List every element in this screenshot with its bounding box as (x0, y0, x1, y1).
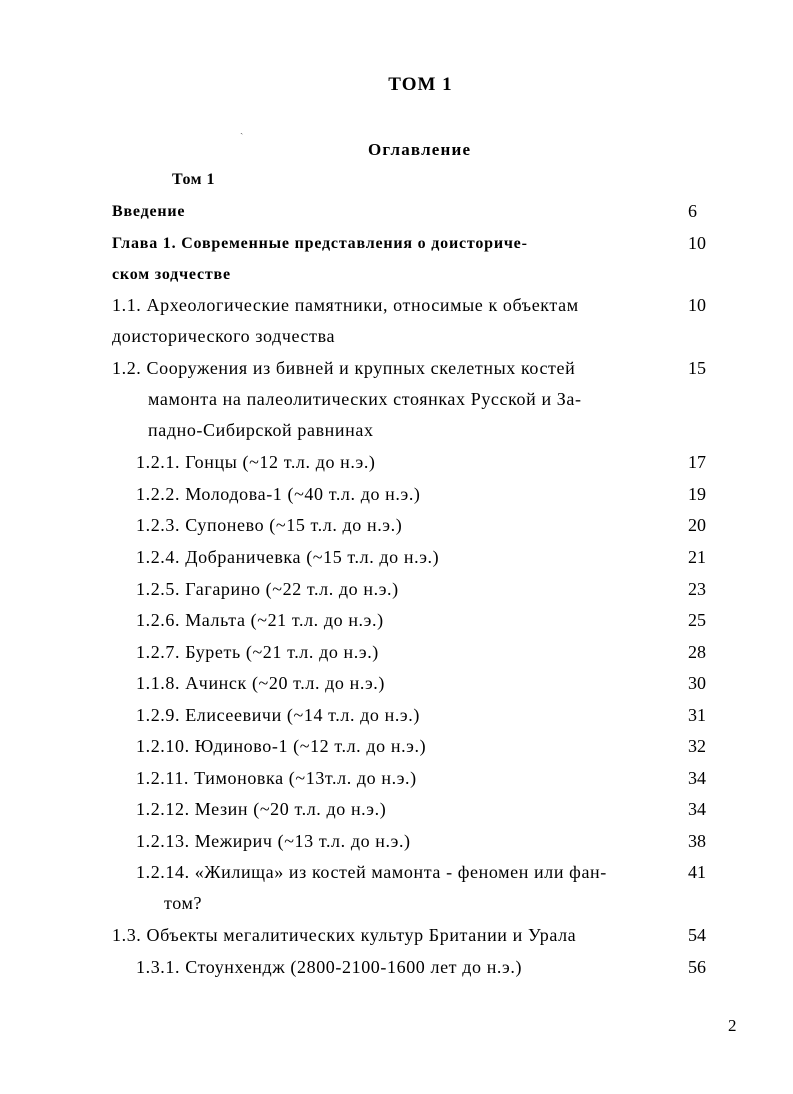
volume-label: Том 1 (172, 171, 216, 188)
toc-entry-1-3[interactable] (112, 920, 672, 951)
toc-page-number: 17 (688, 452, 706, 472)
toc-page-number: 54 (688, 925, 706, 945)
toc-page-number: 31 (688, 705, 706, 725)
scan-speck: ˏ (240, 124, 244, 135)
toc-entry-1-3-1[interactable] (136, 952, 676, 983)
toc-entry-1-1[interactable] (112, 290, 672, 352)
toc-entry-1-1-8[interactable] (136, 668, 676, 699)
toc-entry-text: доисторического зодчества (112, 326, 336, 346)
toc-entry-1-2-11[interactable] (136, 763, 676, 794)
toc-entry-text: 1.2.9. Елисеевичи (~14 т.л. до н.э.) (136, 705, 420, 725)
toc-page-number: 23 (688, 579, 706, 599)
toc-entry-chapter-1[interactable] (112, 228, 672, 290)
toc-entry-text: 1.1.8. Ачинск (~20 т.л. до н.э.) (136, 673, 385, 693)
toc-page-number: 28 (688, 642, 706, 662)
toc-page-number: 56 (688, 957, 706, 977)
toc-entry-1-2-3[interactable] (136, 510, 676, 541)
toc-entry-text: ском зодчестве (112, 266, 231, 283)
toc-page-number: 6 (688, 201, 697, 221)
toc-entry-text: 1.2.13. Межирич (~13 т.л. до н.э.) (136, 831, 411, 851)
toc-entry-text: 1.3. Объекты мегалитических культур Британии и Урала (112, 925, 577, 945)
toc-entry-text: мамонта на палеолитических стоянках Русской и За- (148, 389, 582, 409)
toc-entry-text: том? (164, 893, 203, 913)
toc-page-number: 10 (688, 295, 706, 315)
toc-entry-text: 1.2.10. Юдиново-1 (~12 т.л. до н.э.) (136, 736, 427, 756)
toc-entry-1-2-7[interactable] (136, 637, 676, 668)
toc-entry-text: 1.2.7. Буреть (~21 т.л. до н.э.) (136, 642, 379, 662)
toc-entry-text: 1.2.3. Супонево (~15 т.л. до н.э.) (136, 515, 403, 535)
toc-entry-1-2-6[interactable] (136, 605, 676, 636)
toc-entry-introduction[interactable] (112, 196, 672, 227)
toc-page-number: 30 (688, 673, 706, 693)
toc-page-number: 34 (688, 768, 706, 788)
toc-entry-text: 1.2.2. Молодова-1 (~40 т.л. до н.э.) (136, 484, 421, 504)
toc-entry-text: 1.2.1. Гонцы (~12 т.л. до н.э.) (136, 452, 376, 472)
toc-page-number: 34 (688, 799, 706, 819)
toc-entry-1-2-13[interactable] (136, 826, 676, 857)
toc-entry-text: падно-Сибирской равнинах (148, 420, 374, 440)
toc-entry-1-2[interactable] (112, 353, 672, 446)
toc-entry-text: Глава 1. Современные представления о доисториче- (112, 235, 528, 252)
toc-page-number: 21 (688, 547, 706, 567)
toc-entry-1-2-4[interactable] (136, 542, 676, 573)
toc-entry-text: 1.2.5. Гагарино (~22 т.л. до н.э.) (136, 579, 399, 599)
toc-page-number: 15 (688, 358, 706, 378)
toc-page-number: 38 (688, 831, 706, 851)
contents-heading: Оглавление (368, 140, 472, 159)
toc-page-number: 41 (688, 862, 706, 882)
toc-entry-text: 1.2.12. Мезин (~20 т.л. до н.э.) (136, 799, 387, 819)
toc-entry-text: Введение (112, 203, 186, 220)
toc-entry-1-2-10[interactable] (136, 731, 676, 762)
toc-entry-text: 1.2.11. Тимоновка (~13т.л. до н.э.) (136, 768, 417, 788)
toc-entry-text: 1.1. Археологические памятники, относимые к объектам (112, 295, 579, 315)
toc-entry-1-2-12[interactable] (136, 794, 676, 825)
toc-entry-1-2-2[interactable] (136, 479, 676, 510)
toc-page-number: 20 (688, 515, 706, 535)
toc-entry-text: 1.2.4. Добраничевка (~15 т.л. до н.э.) (136, 547, 440, 567)
toc-page-number: 10 (688, 233, 706, 253)
toc-entry-1-2-1[interactable] (136, 447, 676, 478)
toc-entry-1-2-9[interactable] (136, 700, 676, 731)
toc-page-number: 19 (688, 484, 706, 504)
toc-entry-text: 1.2.14. «Жилища» из костей мамонта - феномен или фан- (136, 862, 607, 882)
toc-entry-text: 1.2. Сооружения из бивней и крупных скелетных костей (112, 358, 576, 378)
toc-entry-1-2-5[interactable] (136, 574, 676, 605)
volume-title: ТОМ 1 (388, 74, 453, 95)
toc-page-number: 25 (688, 610, 706, 630)
folio-page-number: 2 (728, 1016, 737, 1035)
toc-entry-text: 1.3.1. Стоунхендж (2800-2100-1600 лет до н.э.) (136, 957, 523, 977)
toc-entry-1-2-14[interactable] (136, 857, 676, 919)
toc-entry-text: 1.2.6. Мальта (~21 т.л. до н.э.) (136, 610, 384, 630)
toc-page-number: 32 (688, 736, 706, 756)
